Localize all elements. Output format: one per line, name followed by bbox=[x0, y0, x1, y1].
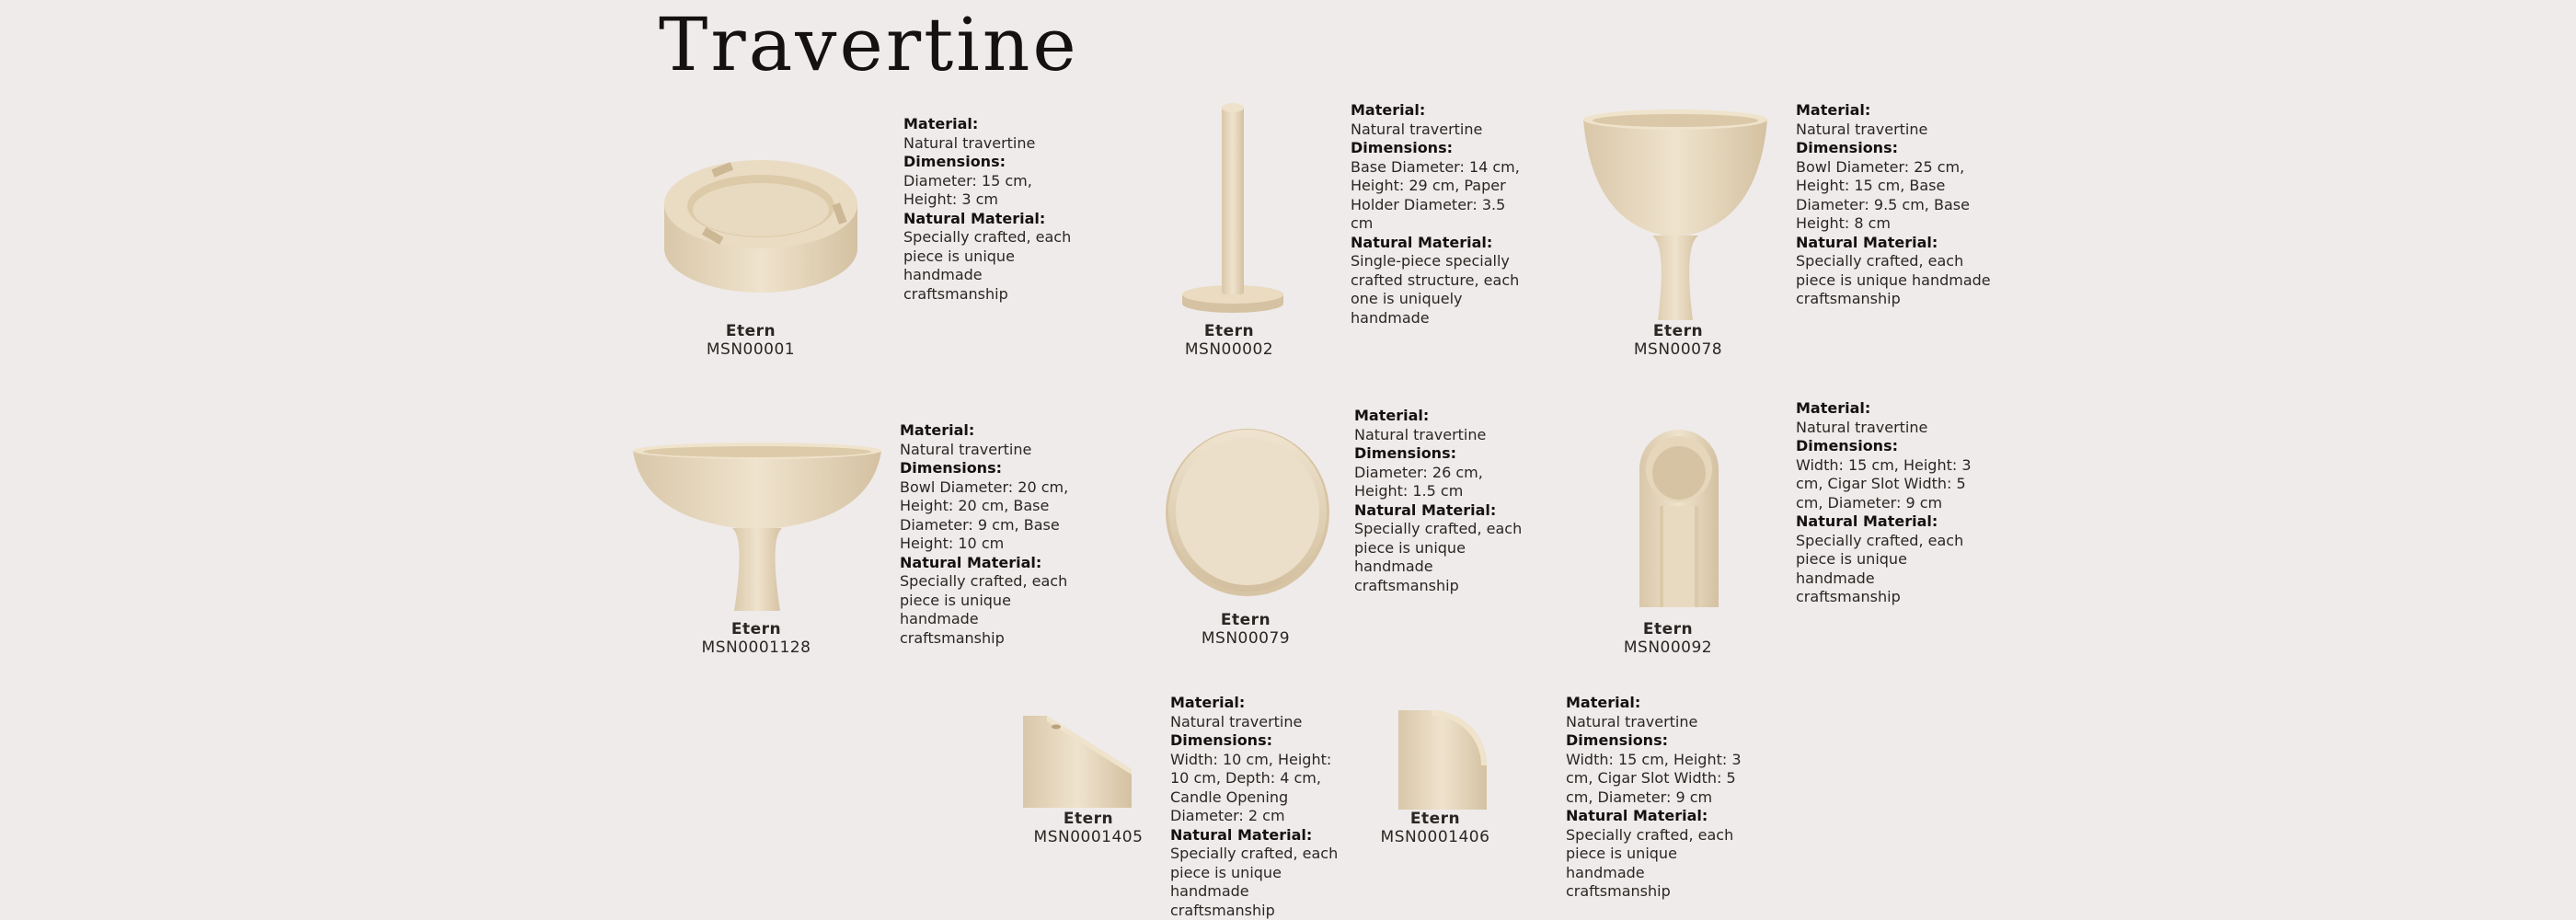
material-value: Natural travertine bbox=[900, 440, 1032, 458]
natural-material-label: Natural Material: bbox=[1566, 807, 1708, 824]
product-caption bbox=[1146, 322, 1312, 359]
natural-material-label: Natural Material: bbox=[1354, 500, 1497, 519]
product-image-ashtray bbox=[659, 147, 863, 311]
material-label: Material: bbox=[903, 115, 979, 132]
product-caption bbox=[1595, 322, 1761, 359]
dimensions-label: Dimensions: bbox=[1351, 139, 1453, 156]
product-code: MSN00002 bbox=[1184, 340, 1274, 359]
product-description bbox=[900, 421, 1084, 648]
dimensions-label: Dimensions: bbox=[900, 459, 1002, 477]
product-caption bbox=[673, 620, 839, 657]
product-description bbox=[1566, 694, 1750, 902]
product-brand: Etern bbox=[1063, 810, 1114, 828]
material-label: Material: bbox=[1566, 694, 1641, 711]
product-brand: Etern bbox=[730, 620, 782, 638]
material-value: Natural travertine bbox=[1170, 712, 1303, 730]
product-caption bbox=[1006, 810, 1171, 846]
material-value: Natural travertine bbox=[1566, 712, 1698, 730]
natural-material-value: Single-piece specially crafted structure, each one is uniquely handmade bbox=[1351, 252, 1520, 327]
natural-material-label: Natural Material: bbox=[1351, 233, 1493, 251]
natural-material-value: Specially crafted, each piece is unique handmade craftsmanship bbox=[1796, 252, 1991, 307]
natural-material-label: Natural Material: bbox=[1170, 825, 1313, 844]
dimensions-value: Bowl Diameter: 25 cm, Height: 15 cm, Base Diameter: 9.5 cm, Base Height: 8 cm bbox=[1796, 157, 1970, 232]
material-label: Material: bbox=[1796, 101, 1871, 119]
material-label: Material: bbox=[1354, 407, 1430, 424]
product-image-paper-holder bbox=[1178, 99, 1288, 316]
product-code: MSN0001406 bbox=[1380, 828, 1490, 846]
page-title: Travertine bbox=[659, 2, 1079, 87]
natural-material-value: Specially crafted, each piece is unique handmade craftsmanship bbox=[900, 572, 1068, 647]
natural-material-value: Specially crafted, each piece is unique handmade craftsmanship bbox=[1170, 845, 1339, 919]
material-label: Material: bbox=[1796, 399, 1871, 417]
product-brand: Etern bbox=[1203, 322, 1255, 340]
dimensions-value: Width: 10 cm, Height: 10 cm, Depth: 4 cm, Candle Opening Diameter: 2 cm bbox=[1170, 750, 1332, 824]
product-code: MSN00092 bbox=[1623, 638, 1713, 657]
product-code: MSN0001128 bbox=[701, 638, 811, 657]
natural-material-value: Specially crafted, each piece is unique handmade craftsmanship bbox=[1566, 825, 1734, 900]
product-code: MSN00079 bbox=[1201, 629, 1291, 648]
dimensions-value: Width: 15 cm, Height: 3 cm, Cigar Slot Width: 5 cm, Diameter: 9 cm bbox=[1566, 750, 1742, 806]
natural-material-label: Natural Material: bbox=[903, 209, 1046, 227]
dimensions-label: Dimensions: bbox=[903, 153, 1006, 170]
product-image-footed-bowl bbox=[631, 442, 883, 616]
material-value: Natural travertine bbox=[1796, 418, 1928, 436]
product-code: MSN0001405 bbox=[1033, 828, 1144, 846]
dimensions-value: Bowl Diameter: 20 cm, Height: 20 cm, Base Diameter: 9 cm, Base Height: 10 cm bbox=[900, 477, 1069, 552]
material-value: Natural travertine bbox=[903, 133, 1036, 152]
dimensions-label: Dimensions: bbox=[1796, 437, 1898, 454]
product-image-cigar-holder bbox=[1621, 418, 1737, 613]
product-image-pedestal-bowl bbox=[1579, 109, 1772, 324]
product-description bbox=[1354, 407, 1529, 595]
natural-material-label: Natural Material: bbox=[1796, 233, 1938, 251]
dimensions-value: Width: 15 cm, Height: 3 cm, Cigar Slot Width: 5 cm, Diameter: 9 cm bbox=[1796, 455, 1972, 512]
material-value: Natural travertine bbox=[1796, 120, 1928, 138]
dimensions-value: Diameter: 15 cm, Height: 3 cm bbox=[903, 171, 1032, 208]
natural-material-label: Natural Material: bbox=[900, 553, 1042, 571]
material-value: Natural travertine bbox=[1354, 425, 1487, 443]
dimensions-value: Diameter: 26 cm, Height: 1.5 cm bbox=[1354, 463, 1483, 500]
dimensions-label: Dimensions: bbox=[1170, 731, 1272, 749]
dimensions-label: Dimensions: bbox=[1796, 139, 1898, 156]
product-caption bbox=[668, 322, 834, 359]
product-brand: Etern bbox=[1409, 810, 1461, 828]
product-brand: Etern bbox=[1220, 611, 1271, 629]
material-label: Material: bbox=[1351, 101, 1426, 119]
product-brand: Etern bbox=[725, 322, 776, 340]
natural-material-value: Specially crafted, each piece is unique handmade craftsmanship bbox=[903, 228, 1072, 303]
product-image-quarter-round-block bbox=[1395, 707, 1490, 813]
dimensions-value: Base Diameter: 14 cm, Height: 29 cm, Paper Holder Diameter: 3.5 cm bbox=[1351, 157, 1520, 232]
product-description bbox=[903, 115, 1078, 304]
product-caption bbox=[1163, 611, 1328, 648]
product-description bbox=[1796, 399, 1980, 607]
product-caption bbox=[1352, 810, 1518, 846]
natural-material-label: Natural Material: bbox=[1796, 512, 1938, 530]
material-label: Material: bbox=[1170, 694, 1246, 711]
material-value: Natural travertine bbox=[1351, 120, 1483, 138]
product-description bbox=[1351, 101, 1525, 328]
product-image-candle-holder bbox=[1019, 712, 1133, 810]
natural-material-value: Specially crafted, each piece is unique handmade craftsmanship bbox=[1354, 520, 1523, 594]
product-brand: Etern bbox=[1642, 620, 1694, 638]
product-brand: Etern bbox=[1652, 322, 1704, 340]
dimensions-label: Dimensions: bbox=[1354, 444, 1456, 462]
product-image-round-tray bbox=[1163, 423, 1332, 598]
material-label: Material: bbox=[900, 421, 975, 439]
natural-material-value: Specially crafted, each piece is unique handmade craftsmanship bbox=[1796, 531, 1964, 605]
product-code: MSN00078 bbox=[1633, 340, 1723, 359]
product-caption bbox=[1585, 620, 1751, 657]
product-description bbox=[1796, 101, 1996, 309]
product-description bbox=[1170, 694, 1354, 920]
product-code: MSN00001 bbox=[706, 340, 796, 359]
dimensions-label: Dimensions: bbox=[1566, 731, 1668, 749]
